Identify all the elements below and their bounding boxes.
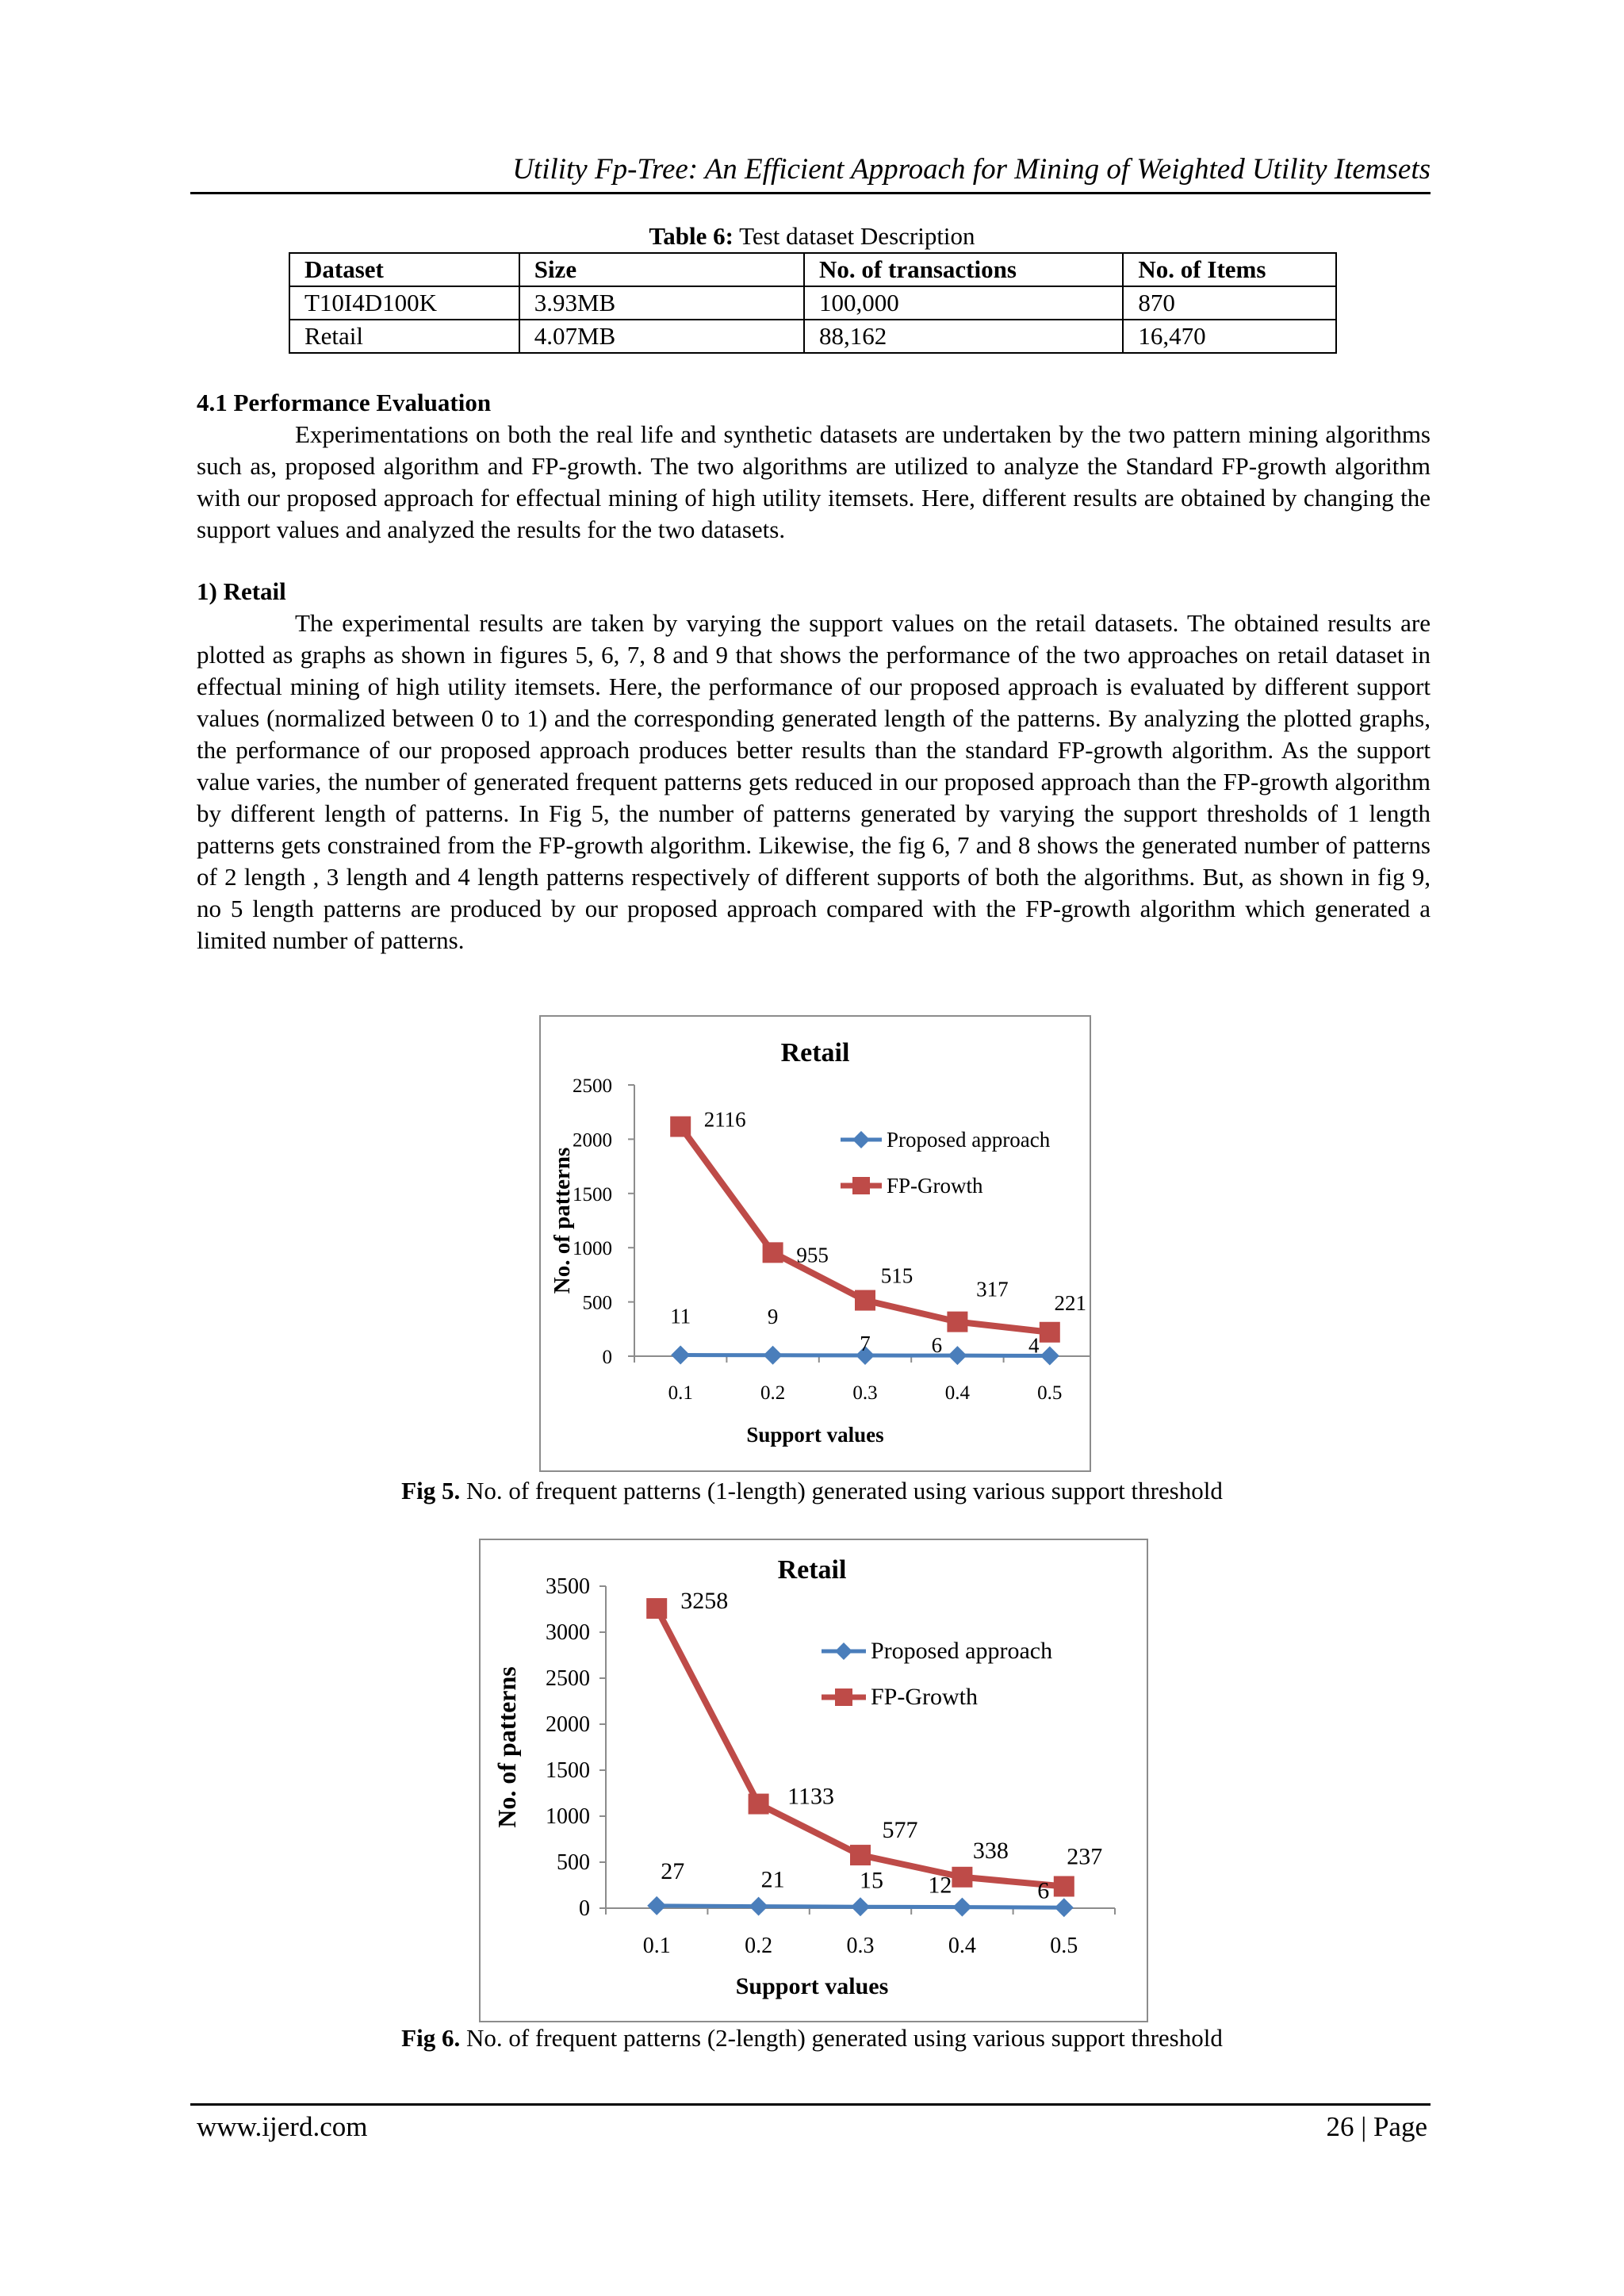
fig5-caption-label: Fig 5. xyxy=(401,1477,461,1504)
running-header: Utility Fp-Tree: An Efficient Approach for Mining of Weighted Utility Itemsets xyxy=(512,153,1431,186)
fig6-data-point xyxy=(1055,1898,1074,1917)
table-caption-label: Table 6: xyxy=(649,222,733,250)
fig6-caption-label: Fig 6. xyxy=(401,2024,461,2052)
fig5-data-label: 221 xyxy=(1054,1290,1087,1315)
table-cell: 3.93MB xyxy=(519,286,804,320)
fig5-chart-frame xyxy=(539,1015,1091,1472)
fig6-data-label: 12 xyxy=(928,1872,952,1899)
fig6-x-tick-label: 0.4 xyxy=(948,1934,976,1958)
table-cell: 100,000 xyxy=(804,286,1123,320)
fig5-x-tick-label: 0.3 xyxy=(852,1382,878,1404)
fig6-data-point xyxy=(647,1896,666,1915)
table-cell: Retail xyxy=(289,320,519,353)
fig6-chart-frame xyxy=(479,1539,1148,2022)
fig5-y-tick-label: 1000 xyxy=(573,1238,612,1260)
fig5-y-tick-label: 0 xyxy=(602,1347,612,1368)
fig5-x-axis-label: Support values xyxy=(746,1423,884,1447)
footer-website: www.ijerd.com xyxy=(197,2111,368,2142)
section-performance-evaluation xyxy=(197,387,1431,546)
fig5-data-point xyxy=(947,1312,967,1332)
fig5-legend-marker xyxy=(852,1131,870,1148)
fig6-y-tick-label: 0 xyxy=(579,1896,590,1921)
fig5-legend-label: Proposed approach xyxy=(887,1128,1051,1152)
fig5-y-axis-label: No. of patterns xyxy=(550,1147,575,1294)
fig6-data-point xyxy=(749,1794,769,1815)
table-row xyxy=(289,286,1336,320)
fig6-x-axis-label: Support values xyxy=(735,1973,889,1999)
table-cell: 16,470 xyxy=(1123,320,1336,353)
fig5-data-point xyxy=(1040,1346,1059,1365)
fig6-legend-label: Proposed approach xyxy=(871,1638,1053,1664)
fig6-data-label: 1133 xyxy=(787,1783,835,1810)
table-header-cell: Dataset xyxy=(289,253,519,286)
fig5-data-label: 955 xyxy=(796,1243,829,1267)
fig6-y-tick-label: 1500 xyxy=(546,1758,590,1783)
fig6-data-label: 577 xyxy=(882,1817,918,1844)
fig6-x-tick-label: 0.2 xyxy=(745,1934,773,1958)
fig6-data-label: 6 xyxy=(1037,1877,1050,1904)
fig5-data-point xyxy=(671,1345,690,1364)
fig5-y-tick-label: 2500 xyxy=(573,1075,612,1097)
fig6-y-tick-label: 3000 xyxy=(546,1620,590,1645)
fig5-data-point xyxy=(763,1242,783,1263)
fig5-x-tick-label: 0.2 xyxy=(760,1382,786,1404)
footer-page-number: 26 | Page xyxy=(1326,2111,1427,2142)
fig5-caption xyxy=(0,1477,1624,1505)
fig5-data-label: 2116 xyxy=(703,1107,746,1132)
fig6-y-tick-label: 500 xyxy=(557,1850,590,1875)
table-cell: 4.07MB xyxy=(519,320,804,353)
fig5-caption-text: No. of frequent patterns (1-length) generated using various support threshold xyxy=(460,1477,1223,1504)
fig6-data-point xyxy=(952,1867,972,1888)
fig6-data-point xyxy=(1054,1876,1074,1897)
fig5-x-tick-label: 0.1 xyxy=(668,1382,693,1404)
fig5-data-point xyxy=(855,1290,875,1311)
dataset-table xyxy=(289,252,1337,354)
fig6-caption-text: No. of frequent patterns (2-length) generated using various support threshold xyxy=(460,2024,1223,2052)
fig5-data-label: 515 xyxy=(880,1263,914,1288)
fig6-legend-label: FP-Growth xyxy=(871,1684,979,1710)
fig6-data-point xyxy=(851,1897,870,1916)
table-row xyxy=(289,320,1336,353)
fig5-data-label: 6 xyxy=(931,1333,943,1358)
fig6-y-tick-label: 2500 xyxy=(546,1666,590,1691)
section-heading: 4.1 Performance Evaluation xyxy=(197,389,492,416)
fig6-data-point xyxy=(646,1598,667,1619)
table-cell: 870 xyxy=(1123,286,1336,320)
fig5-y-tick-label: 2000 xyxy=(573,1129,612,1152)
fig6-legend-marker xyxy=(835,1688,852,1706)
section-paragraph: The experimental results are taken by varying the support values on the retail datasets. The obtained results are plotted as graphs as shown in figures 5, 6, 7, 8 and 9 that shows the performance of the two approaches on retail dataset in effectual mining of high utility itemsets. Here, the performance of our proposed approach is evaluated by different support values (normalized between 0 to 1) and the corresponding generated length of the patterns. By analyzing the plotted graphs, the performance of our proposed approach produces better results than the standard FP-growth algorithm. As the support value varies, the number of generated frequent patterns gets reduced in our proposed approach than the FP-growth algorithm by different length of patterns. In Fig 5, the number of patterns generated by varying the support thresholds of 1 length patterns gets constrained from the FP-growth algorithm. Likewise, the fig 6, 7 and 8 shows the generated number of patterns of 2 length , 3 length and 4 length patterns respectively of different supports of both the algorithms. But, as shown in fig 9, no 5 length patterns are produced by our proposed approach compared with the FP-growth algorithm which generated a limited number of patterns. xyxy=(197,609,1431,954)
fig6-caption xyxy=(0,2024,1624,2053)
fig6-data-point xyxy=(749,1897,768,1916)
table-header-cell: No. of Items xyxy=(1123,253,1336,286)
table-header-cell: Size xyxy=(519,253,804,286)
fig6-data-label: 237 xyxy=(1067,1843,1103,1870)
fig6-x-tick-label: 0.5 xyxy=(1050,1934,1078,1958)
fig5-data-label: 4 xyxy=(1028,1333,1040,1358)
fig6-x-tick-label: 0.3 xyxy=(846,1934,875,1958)
fig5-x-tick-label: 0.5 xyxy=(1037,1382,1063,1404)
fig5-chart xyxy=(541,1017,1090,1470)
fig6-y-tick-label: 1000 xyxy=(546,1804,590,1829)
fig5-data-point xyxy=(764,1346,783,1365)
header-rule xyxy=(190,192,1431,194)
fig5-chart-title: Retail xyxy=(780,1038,850,1068)
fig6-data-point xyxy=(952,1898,971,1917)
table-header-cell: No. of transactions xyxy=(804,253,1123,286)
section-retail xyxy=(197,576,1431,956)
footer-rule xyxy=(190,2103,1431,2106)
fig5-legend-label: FP-Growth xyxy=(887,1174,983,1198)
fig5-data-point xyxy=(670,1117,691,1137)
fig5-data-label: 7 xyxy=(860,1332,871,1356)
table-header-row xyxy=(289,253,1336,286)
fig6-data-label: 15 xyxy=(860,1867,883,1894)
fig5-data-point xyxy=(1040,1322,1060,1343)
fig5-data-label: 317 xyxy=(976,1277,1009,1301)
fig6-x-tick-label: 0.1 xyxy=(642,1934,671,1958)
fig6-chart xyxy=(481,1540,1147,2021)
table-caption xyxy=(0,222,1624,251)
table-caption-text: Test dataset Description xyxy=(733,222,975,250)
fig6-data-label: 27 xyxy=(661,1857,685,1884)
fig6-chart-title: Retail xyxy=(777,1555,847,1585)
fig5-legend-marker xyxy=(852,1177,870,1194)
fig6-y-tick-label: 2000 xyxy=(546,1712,590,1737)
fig5-y-tick-label: 500 xyxy=(582,1292,612,1314)
fig6-data-label: 338 xyxy=(972,1837,1009,1864)
fig6-data-label: 3258 xyxy=(680,1588,729,1615)
fig6-y-axis-label: No. of patterns xyxy=(492,1666,521,1828)
fig6-legend-marker xyxy=(835,1642,852,1660)
fig6-data-point xyxy=(850,1845,871,1865)
fig6-y-tick-label: 3500 xyxy=(546,1574,590,1599)
fig5-data-label: 9 xyxy=(767,1304,779,1328)
fig5-y-tick-label: 1500 xyxy=(573,1183,612,1205)
table-cell: 88,162 xyxy=(804,320,1123,353)
fig5-data-label: 11 xyxy=(670,1304,691,1328)
section-heading: 1) Retail xyxy=(197,577,286,605)
section-paragraph: Experimentations on both the real life and synthetic datasets are undertaken by the two pattern mining algorithms such as, proposed algorithm and FP-growth. The two algorithms are utilized to analyze the Standard FP-growth algorithm with our proposed approach for effectual mining of high utility itemsets. Here, different results are obtained by changing the support values and analyzed the results for the two datasets. xyxy=(197,420,1431,543)
table-cell: T10I4D100K xyxy=(289,286,519,320)
fig5-x-tick-label: 0.4 xyxy=(944,1382,971,1404)
fig5-data-point xyxy=(948,1346,967,1365)
fig6-data-label: 21 xyxy=(760,1866,785,1893)
